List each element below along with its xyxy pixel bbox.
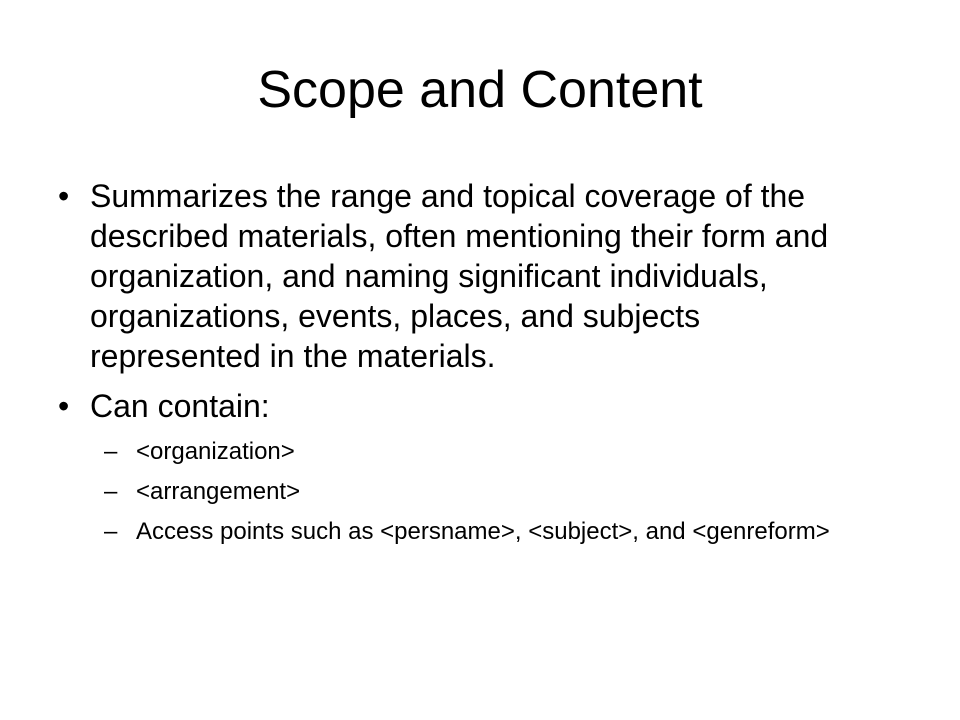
subbullet-item xyxy=(104,516,884,547)
bullet-text: Summarizes the range and topical coverage of the described materials, often mentioning their form and organization, and naming significant individuals, organizations, events, places, and subjects represented in the materials. xyxy=(90,178,829,374)
bullet-marker: • xyxy=(58,178,70,214)
slide-title: Scope and Content xyxy=(257,61,703,119)
bullet-text: Can contain: xyxy=(90,388,270,424)
bullet-item xyxy=(58,176,878,376)
subbullet-item xyxy=(104,436,884,467)
subbullet-marker: – xyxy=(104,438,118,465)
subbullet-marker: – xyxy=(104,518,118,545)
subbullet-item xyxy=(104,476,884,507)
bullet-item xyxy=(58,386,878,426)
bullet-marker: • xyxy=(58,388,70,424)
subbullet-marker: – xyxy=(104,478,118,505)
subbullet-text: <arrangement> xyxy=(136,478,301,505)
subbullet-text: <organization> xyxy=(136,438,295,465)
subbullet-text: Access points such as <persname>, <subject>, and <genreform> xyxy=(136,518,830,545)
